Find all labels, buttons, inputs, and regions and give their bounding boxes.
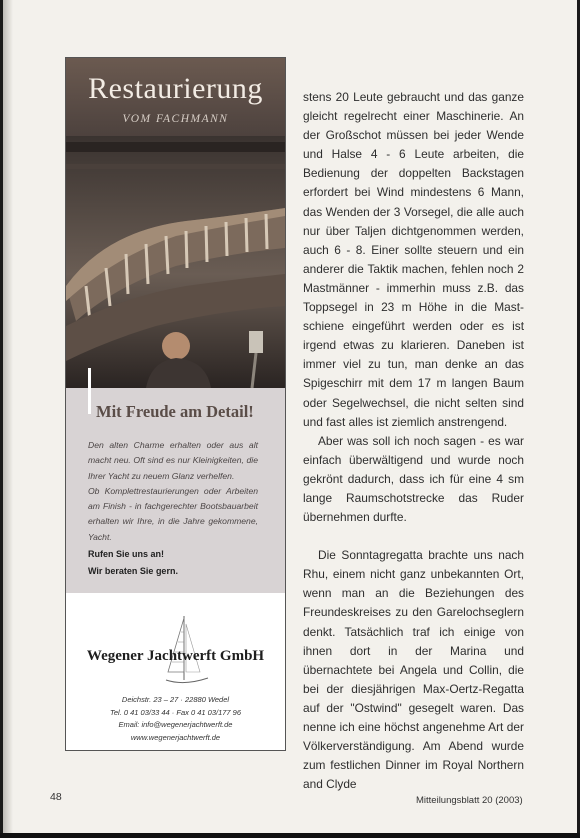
ad-divider-bar — [88, 368, 91, 414]
article-column — [303, 88, 524, 794]
ad-call-line: Rufen Sie uns an! — [88, 549, 165, 559]
ad-address-line: Deichstr. 23 – 27 · 22880 Wedel — [121, 695, 230, 704]
article-paragraph: Die Sonntagregatta brachte uns nach Rhu, einem nicht ganz unbekannten Ort, wenn man an die Beziehungen des Freundeskreises zu den Garelochseglern denkt. Tatsächlich traf ich einige von ihnen dort in der Marina und übernachtete bei Angela und Collin, die bei der diesjährigen Max-Oertz-Regatta auf der "Ostwind" gesegelt waren. Das nenne ich eine höchst angenehme Art der Völkerverständigung. Am Abend wurde zum festlichen Dinner im Royal Northern and Clyde — [303, 548, 524, 792]
ad-photo-boat-restoration — [66, 136, 285, 388]
ad-address-line: Tel. 0 41 03/33 44 · Fax 0 41 03/177 96 — [109, 707, 242, 717]
ad-call-line: Wir beraten Sie gern. — [88, 566, 178, 576]
scan-bottom-edge — [0, 833, 580, 838]
ad-website: www.wegenerjachtwerft.de — [130, 732, 221, 742]
ad-call-to-action — [88, 546, 278, 580]
ad-title: Restaurierung — [88, 72, 263, 105]
ad-address — [66, 694, 285, 744]
article-paragraph: stens 20 Leute gebraucht und das ganze gleicht regelrecht einer Maschinerie. An der Großschot müssen bei jeder Wende und Halse 4 - 6 Leute arbeiten, die Bedienung der doppelten Backstagen erfordert bei Wind mindestens 6 Mann, das Wenden der 3 Vorsegel, die alle auch nur über Taljen dichtgenommen werden, auch 6 - 8. Einer sollte steuern und ein anderer die Taktik machen, fehlen noch 2 Mastmänner - immerhin muss z.B. das Toppsegel in 23 m Höhe in die Mastschiene eingeführt werden oder es ist irgend etwas zu klarieren. Daneben ist immer viel zu tun, man denke an das Spigeschirr mit dem 17 m langen Baum oder Segelwechsel, die nicht selten sind und fast alles ist ziemlich anstrengend. — [303, 90, 524, 429]
publication-footer: Mitteilungsblatt 20 (2003) — [416, 795, 523, 806]
ad-company-name: Wegener Jachtwerft GmbH — [86, 648, 265, 664]
ad-body-text — [88, 438, 258, 545]
ad-subtitle: VOM FACHMANN — [122, 113, 229, 125]
ad-header — [66, 58, 285, 136]
page-gutter-shadow — [3, 0, 13, 834]
ad-body-paragraph: Den alten Charme erhalten oder aus alt macht neu. Oft sind es nur Kleinigkeiten, die Ihrer Yacht zu neuem Glanz verhelfen. — [88, 440, 258, 481]
document-page — [3, 0, 577, 834]
advertisement-box — [65, 57, 286, 751]
ad-body-paragraph: Ob Komplettrestaurierungen oder Arbeiten am Finish - in fachgerechter Bootsbauarbeit erhalten wir Ihre, in die Jahre gekommene, Yacht. — [88, 485, 258, 542]
ad-email: Email: info@wegenerjachtwerft.de — [118, 720, 233, 729]
ad-slogan: Mit Freude am Detail! — [96, 402, 254, 421]
article-paragraph: Aber was soll ich noch sagen - es war einfach überwältigend und wurde noch gekrönt dadurch, dass ich für eine 4 sm lange Raumschotstrecke das Ruder übernehmen durfte. — [303, 433, 524, 525]
page-number: 48 — [50, 791, 62, 803]
